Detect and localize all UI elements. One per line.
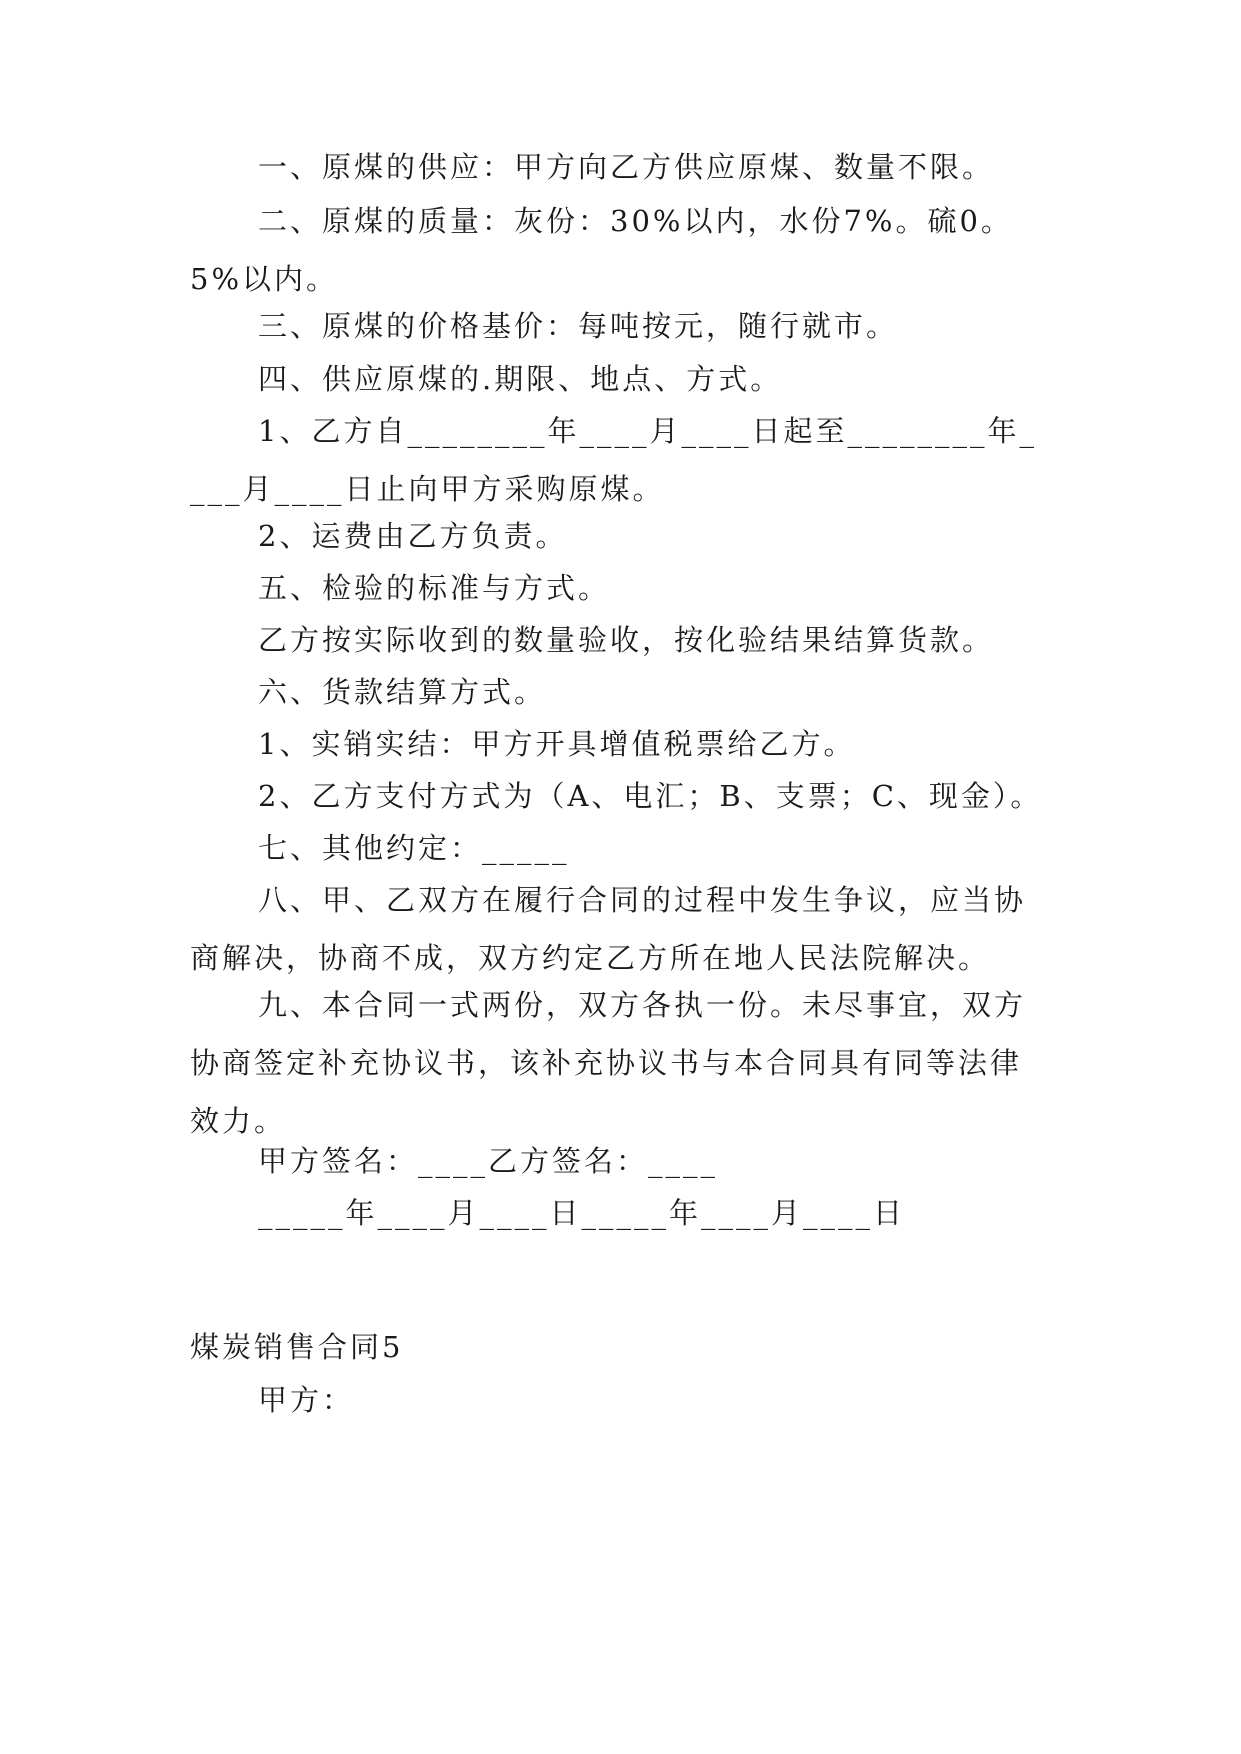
clause-4-item-2: 2、运费由乙方负责。 xyxy=(258,519,568,553)
clause-5-body: 乙方按实际收到的数量验收，按化验结果结算货款。 xyxy=(258,623,995,657)
clause-6-item-2: 2、乙方支付方式为（A、电汇；B、支票；C、现金）。 xyxy=(258,779,1043,813)
clause-9-copies: 九、本合同一式两份，双方各执一份。未尽事宜，双方协商签定补充协议书，该补充协议书与本合同具有同等法律效力。 xyxy=(190,988,1027,1138)
next-contract-title: 煤炭销售合同5 xyxy=(190,1330,404,1364)
clause-1-supply: 一、原煤的供应：甲方向乙方供应原煤、数量不限。 xyxy=(258,150,995,184)
clause-2-quality: 二、原煤的质量：灰份：30%以内，水份7%。硫0。5%以内。 xyxy=(190,204,1013,296)
clause-4-term: 四、供应原煤的.期限、地点、方式。 xyxy=(258,362,783,396)
clause-8-dispute: 八、甲、乙双方在履行合同的过程中发生争议，应当协商解决，协商不成，双方约定乙方所在地人民法院解决。 xyxy=(190,883,1027,975)
next-contract-party-a: 甲方： xyxy=(258,1383,355,1417)
clause-3-price: 三、原煤的价格基价：每吨按元，随行就市。 xyxy=(258,309,899,343)
clause-7-other: 七、其他约定：_____ xyxy=(258,831,570,865)
clause-5-inspection: 五、检验的标准与方式。 xyxy=(258,571,611,605)
clause-4-item-1: 1、乙方自________年____月____日起至________年____月____日止向甲方采购原煤。 xyxy=(190,414,1037,506)
signature-line: 甲方签名：____乙方签名：____ xyxy=(258,1144,719,1178)
clause-6-settlement: 六、货款结算方式。 xyxy=(258,675,547,709)
date-line: _____年____月____日_____年____月____日 xyxy=(258,1196,906,1230)
clause-6-item-1: 1、实销实结：甲方开具增值税票给乙方。 xyxy=(258,727,856,761)
